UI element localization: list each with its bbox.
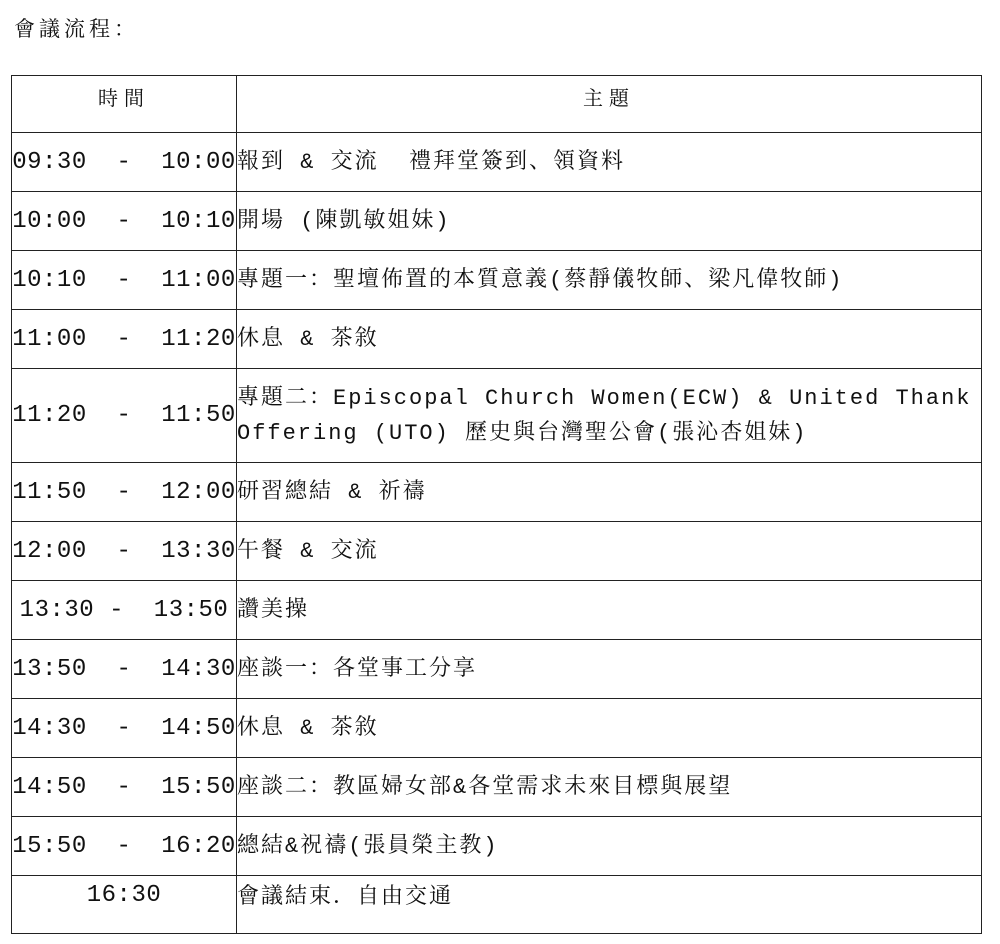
table-row: [12, 133, 982, 192]
row-topic: 報到 & 交流 禮拜堂簽到、領資料: [237, 133, 982, 192]
table-row: [12, 369, 982, 463]
row-time: 11:20 - 11:50: [12, 369, 237, 463]
row-topic: 座談一：各堂事工分享: [237, 640, 982, 699]
table-row: [12, 876, 982, 934]
row-topic: 專題二：Episcopal Church Women(ECW) & United Thank Offering (UTO) 歷史與台灣聖公會(張沁杏姐妹): [237, 369, 982, 463]
row-time: 12:00 - 13:30: [12, 522, 237, 581]
row-time: 14:30 - 14:50: [12, 699, 237, 758]
row-time: 16:30: [12, 876, 237, 934]
row-topic: 總結&祝禱(張員榮主教): [237, 817, 982, 876]
row-time: 11:50 - 12:00: [12, 463, 237, 522]
row-topic: 研習總結 & 祈禱: [237, 463, 982, 522]
row-time: 15:50 - 16:20: [12, 817, 237, 876]
table-row: [12, 699, 982, 758]
row-topic: 休息 & 茶敘: [237, 699, 982, 758]
row-topic: 會議結束．自由交通: [237, 876, 982, 934]
row-time: 14:50 - 15:50: [12, 758, 237, 817]
table-row: [12, 640, 982, 699]
row-time: 10:00 - 10:10: [12, 192, 237, 251]
page-heading: 會議流程：: [14, 17, 139, 41]
agenda-table: [11, 75, 987, 934]
row-time: 09:30 - 10:00: [12, 133, 237, 192]
table-row: [12, 192, 982, 251]
row-time: 11:00 - 11:20: [12, 310, 237, 369]
row-time: 10:10 - 11:00: [12, 251, 237, 310]
table-header-row: [12, 76, 982, 133]
row-topic: 午餐 & 交流: [237, 522, 982, 581]
table-row: [12, 522, 982, 581]
row-time: 13:50 - 14:30: [12, 640, 237, 699]
row-topic: 讚美操: [237, 581, 982, 640]
row-time: 13:30 - 13:50: [12, 581, 237, 640]
table-row: [12, 310, 982, 369]
table-row: [12, 463, 982, 522]
table-row: [12, 251, 982, 310]
row-topic: 開場 (陳凱敏姐妹): [237, 192, 982, 251]
row-topic: 專題一：聖壇佈置的本質意義(蔡靜儀牧師、梁凡偉牧師): [237, 251, 982, 310]
header-time: 時間: [12, 76, 237, 133]
table-row: [12, 581, 982, 640]
row-topic: 休息 & 茶敘: [237, 310, 982, 369]
table-row: [12, 758, 982, 817]
header-topic: 主題: [237, 76, 982, 133]
table-row: [12, 817, 982, 876]
row-topic: 座談二：教區婦女部&各堂需求未來目標與展望: [237, 758, 982, 817]
